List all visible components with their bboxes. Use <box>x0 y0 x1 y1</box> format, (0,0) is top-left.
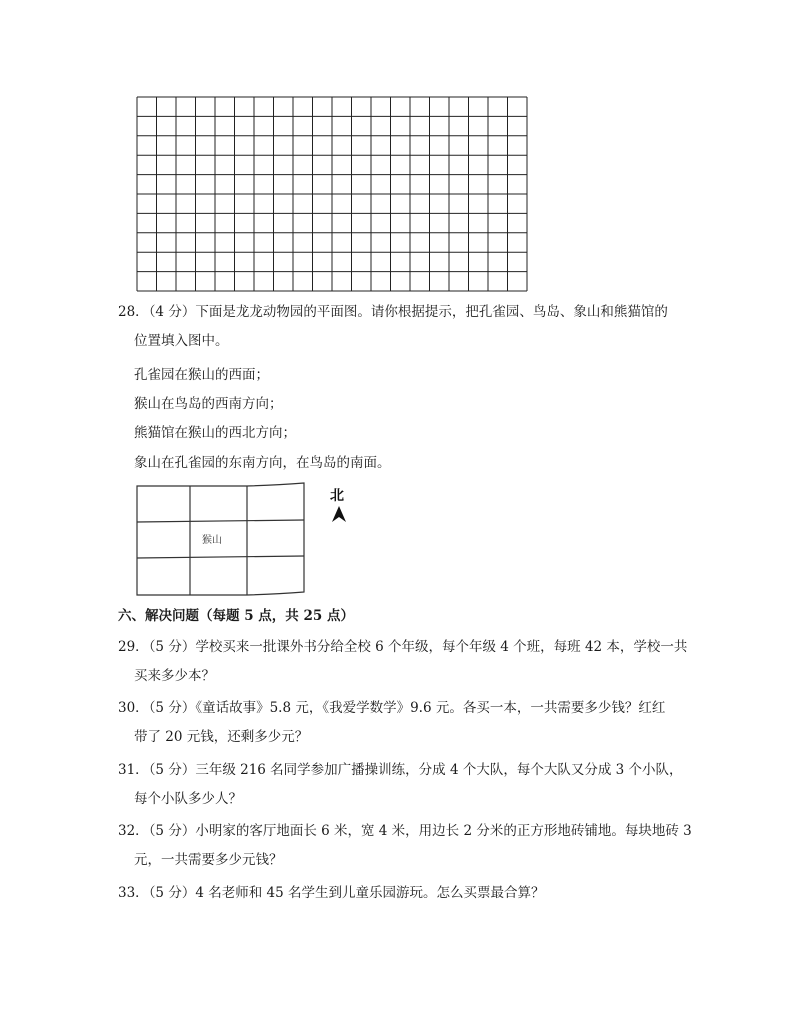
question-28-line1 <box>118 303 668 321</box>
question-number: 29． <box>118 639 149 655</box>
question-score: （5 分） <box>148 885 196 901</box>
question-28-line2: 位置填入图中。 <box>134 333 229 349</box>
compass-label: 北 <box>330 488 344 504</box>
question-29-line2: 买来多少本？ <box>134 668 215 684</box>
question-score: （4 分） <box>148 304 196 320</box>
question-31-line1 <box>118 761 683 779</box>
question-32-line2: 元，一共需要多少元钱？ <box>134 852 283 868</box>
question-score: （5 分） <box>148 823 196 839</box>
question-31-line2: 每个小队多少人？ <box>134 791 242 807</box>
answer-grid <box>136 96 528 292</box>
question-32-line1 <box>118 822 692 840</box>
question-text: 三年级 216 名同学参加广播操训练，分成 4 个大队，每个大队又分成 3 个小队， <box>195 762 683 778</box>
map-grid-line <box>137 556 304 558</box>
zoo-map <box>132 480 362 598</box>
question-number: 28． <box>118 304 149 320</box>
question-30-line2: 带了 20 元钱，还剩多少元？ <box>134 729 309 745</box>
question-number: 31． <box>118 762 149 778</box>
question-text: 学校买来一批课外书分给全校 6 个年级，每个年级 4 个班，每班 42 本，学校一共 <box>195 639 688 655</box>
section-title: 六、解决问题（每题 5 点，共 25 点） <box>118 608 354 624</box>
north-arrow-icon <box>332 506 346 522</box>
question-text: 《童话故事》5.8 元，《我爱学数学》9.6 元。各买一本，一共需要多少钱？红红 <box>195 700 666 716</box>
question-text: 小明家的客厅地面长 6 米，宽 4 米，用边长 2 分米的正方形地砖铺地。每块地砖 3 <box>195 823 692 839</box>
hint-4: 象山在孔雀园的东南方向，在鸟岛的南面。 <box>134 455 391 471</box>
question-text: 下面是龙龙动物园的平面图。请你根据提示，把孔雀园、鸟岛、象山和熊猫馆的 <box>195 304 668 320</box>
question-30-line1 <box>118 699 665 717</box>
question-33-line1 <box>118 884 544 902</box>
hint-2: 猴山在鸟岛的西南方向； <box>134 396 283 412</box>
question-score: （5 分） <box>148 762 196 778</box>
question-number: 30． <box>118 700 149 716</box>
question-score: （5 分） <box>148 700 196 716</box>
map-label-monkey-hill: 猴山 <box>202 535 222 546</box>
question-number: 33． <box>118 885 149 901</box>
question-number: 32． <box>118 823 149 839</box>
question-29-line1 <box>118 638 687 656</box>
hint-1: 孔雀园在猴山的西面； <box>134 367 269 383</box>
question-text: 4 名老师和 45 名学生到儿童乐园游玩。怎么买票最合算？ <box>195 885 545 901</box>
question-score: （5 分） <box>148 639 196 655</box>
map-grid-line <box>137 520 304 522</box>
hint-3: 熊猫馆在猴山的西北方向； <box>134 425 296 441</box>
